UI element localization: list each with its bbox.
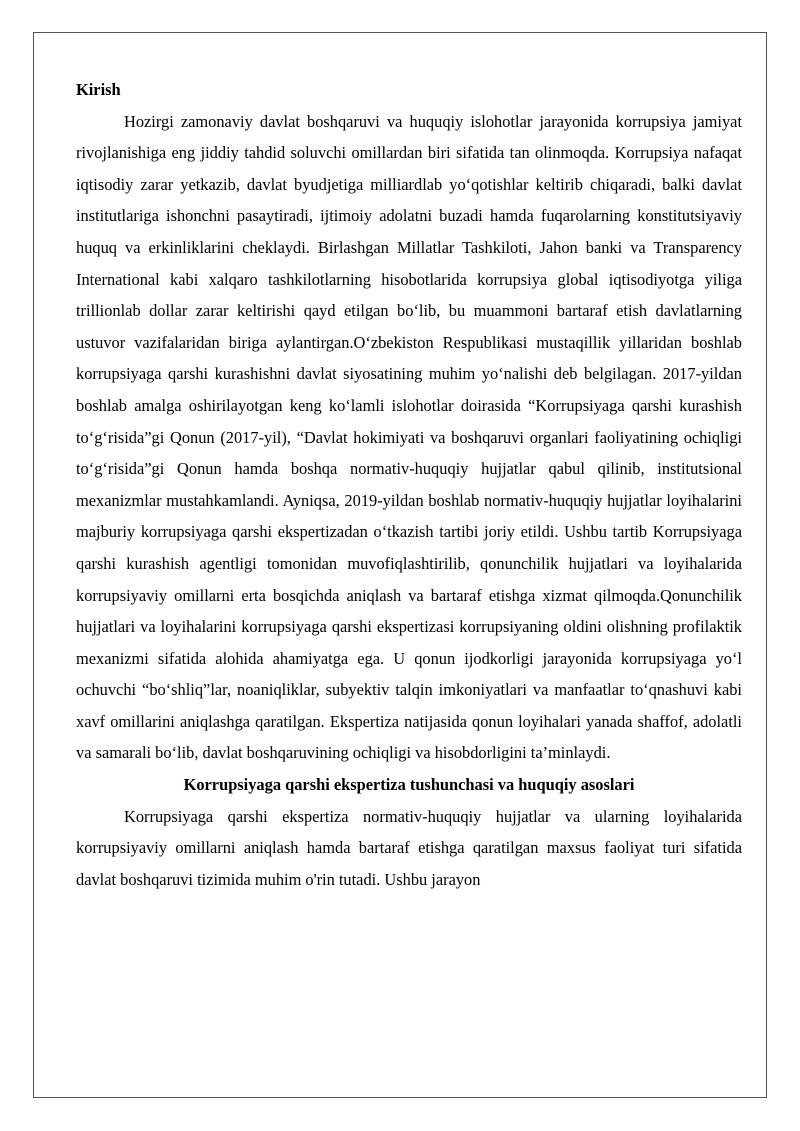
section-title: Korrupsiyaga qarshi ekspertiza tushunchasi va huquqiy asoslari [183, 775, 635, 795]
intro-heading: Kirish [76, 80, 121, 99]
section-paragraph: Korrupsiyaga qarshi ekspertiza normativ-huquqiy hujjatlar va ularning loyihalarida korrupsiyaviy omillarni aniqlash hamda bartaraf etishga qaratilgan maxsus faoliyat turi sifatida davlat boshqaruvi tizimida muhim o'rin tutadi. Ushbu jarayon [76, 806, 742, 889]
document-body [76, 74, 742, 895]
intro-paragraph: Hozirgi zamonaviy davlat boshqaruvi va huquqiy islohotlar jarayonida korrupsiya jamiyat rivojlanishiga eng jiddiy tahdid soluvchi omillardan biri sifatida tan olinmoqda. Korrupsiya nafaqat iqtisodiy zarar yetkazib, davlat byudjetiga milliardlab yo‘qotishlar keltirib chiqaradi, balki davlat institutlariga ishonchni pasaytiradi, ijtimoiy adolatni buzadi hamda fuqarolarning konstitutsiyaviy huquq va erkinliklarini cheklaydi. Birlashgan Millatlar Tashkiloti, Jahon banki va Transparency International kabi xalqaro tashkilotlarning hisobotlarida korrupsiya global iqtisodiyotga yiliga trillionlab dollar zarar keltirishi qayd etilgan bo‘lib, bu muammoni bartaraf etish davlatlarning ustuvor vazifalaridan biriga aylantirgan.O‘zbekiston Respublikasi mustaqillik yillaridan boshlab korrupsiyaga qarshi kurashishni davlat siyosatining muhim yo‘nalishi deb belgilagan. 2017-yildan boshlab amalga oshirilayotgan keng ko‘lamli islohotlar doirasida “Korrupsiyaga qarshi kurashish to‘g‘risida”gi Qonun (2017-yil), “Davlat hokimiyati va boshqaruvi organlari faoliyatining ochiqligi to‘g‘risida”gi Qonun hamda boshqa normativ-huquqiy hujjatlar qabul qilinib, institutsional mexanizmlar mustahkamlandi. Ayniqsa, 2019-yildan boshlab normativ-huquqiy hujjatlar loyihalarini majburiy korrupsiyaga qarshi ekspertizadan o‘tkazish tartibi joriy etildi. Ushbu tartib Korrupsiyaga qarshi kurashish agentligi tomonidan muvofiqlashtirilib, qonunchilik hujjatlari va loyihalarida korrupsiyaviy omillarni erta bosqichda aniqlash va bartaraf etishga xizmat qilmoqda.Qonunchilik hujjatlari va loyihalarini korrupsiyaga qarshi ekspertizasi korrupsiyaning oldini olishning profilaktik mexanizmi sifatida alohida ahamiyatga ega. U qonun ijodkorligi jarayonida korrupsiyaga yo‘l ochuvchi “bo‘shliq”lar, noaniqliklar, subyektiv talqin imkoniyatlari va manfaatlar to‘qnashuvi kabi xavf omillarini aniqlashga qaratilgan. Ekspertiza natijasida qonun loyihalari yanada shaffof, adolatli va samarali bo‘lib, davlat boshqaruvining ochiqligi va hisobdorligini ta’minlaydi. [76, 111, 742, 763]
